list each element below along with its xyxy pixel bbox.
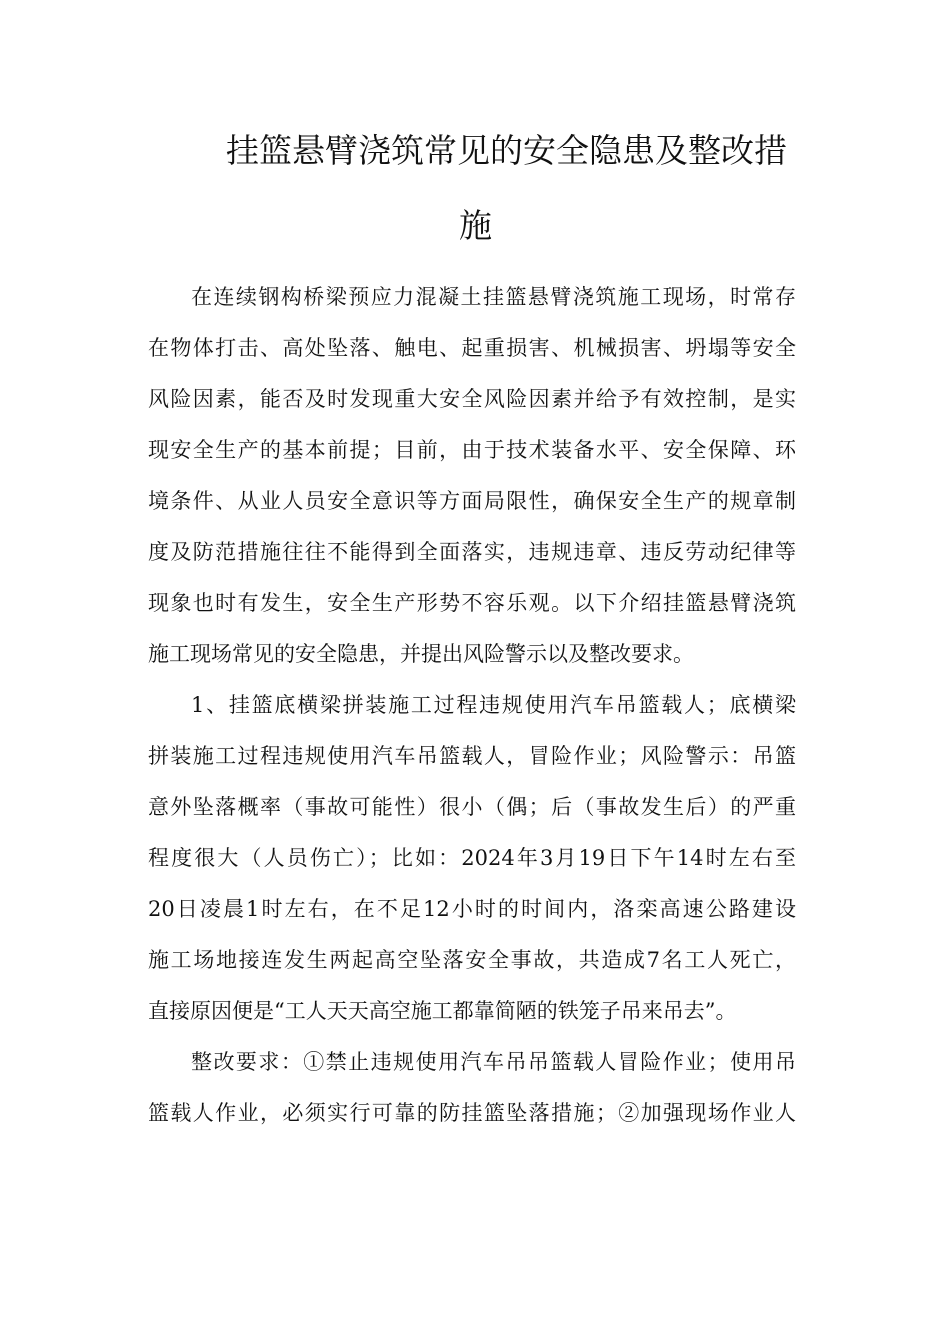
paragraph-2-line: 程度很大（人员伤亡）；比如：2024年3月19日下午14时左右至 [148, 846, 796, 870]
paragraph-1-line: 境条件、从业人员安全意识等方面局限性，确保安全生产的规章制 [148, 489, 796, 513]
paragraph-3-line: 篮载人作业，必须实行可靠的防挂篮坠落措施；②加强现场作业人 [148, 1101, 796, 1125]
paragraph-3-line: 整改要求：①禁止违规使用汽车吊吊篮载人冒险作业；使用吊 [191, 1050, 796, 1074]
paragraph-2-line: 1、挂篮底横梁拼装施工过程违规使用汽车吊篮载人；底横梁 [191, 693, 796, 717]
paragraph-1-line: 在连续钢构桥梁预应力混凝土挂篮悬臂浇筑施工现场，时常存 [191, 285, 796, 309]
paragraph-1-line: 现安全生产的基本前提；目前，由于技术装备水平、安全保障、环 [148, 438, 796, 462]
paragraph-1-line: 度及防范措施往往不能得到全面落实，违规违章、违反劳动纪律等 [148, 540, 796, 564]
paragraph-2-line: 20日凌晨1时左右，在不足12小时的时间内，洛栾高速公路建设 [148, 897, 796, 921]
document-title-line-2: 施 [459, 206, 492, 245]
paragraph-2-line: 直接原因便是“工人天天高空施工都靠简陋的铁笼子吊来吊去”。 [148, 999, 737, 1023]
paragraph-2-line: 拼装施工过程违规使用汽车吊篮载人，冒险作业；风险警示：吊篮 [148, 744, 796, 768]
paragraph-1-line: 施工现场常见的安全隐患，并提出风险警示以及整改要求。 [148, 642, 694, 666]
document-title-line-1: 挂篮悬臂浇筑常见的安全隐患及整改措 [226, 131, 787, 170]
paragraph-1-line: 在物体打击、高处坠落、触电、起重损害、机械损害、坍塌等安全 [148, 336, 796, 360]
paragraph-2-line: 施工场地接连发生两起高空坠落安全事故，共造成7名工人死亡， [148, 948, 796, 972]
paragraph-2-line: 意外坠落概率（事故可能性）很小（偶；后（事故发生后）的严重 [148, 795, 796, 819]
paragraph-1-line: 现象也时有发生，安全生产形势不容乐观。以下介绍挂篮悬臂浇筑 [148, 591, 796, 615]
paragraph-1-line: 风险因素，能否及时发现重大安全风险因素并给予有效控制，是实 [148, 387, 796, 411]
